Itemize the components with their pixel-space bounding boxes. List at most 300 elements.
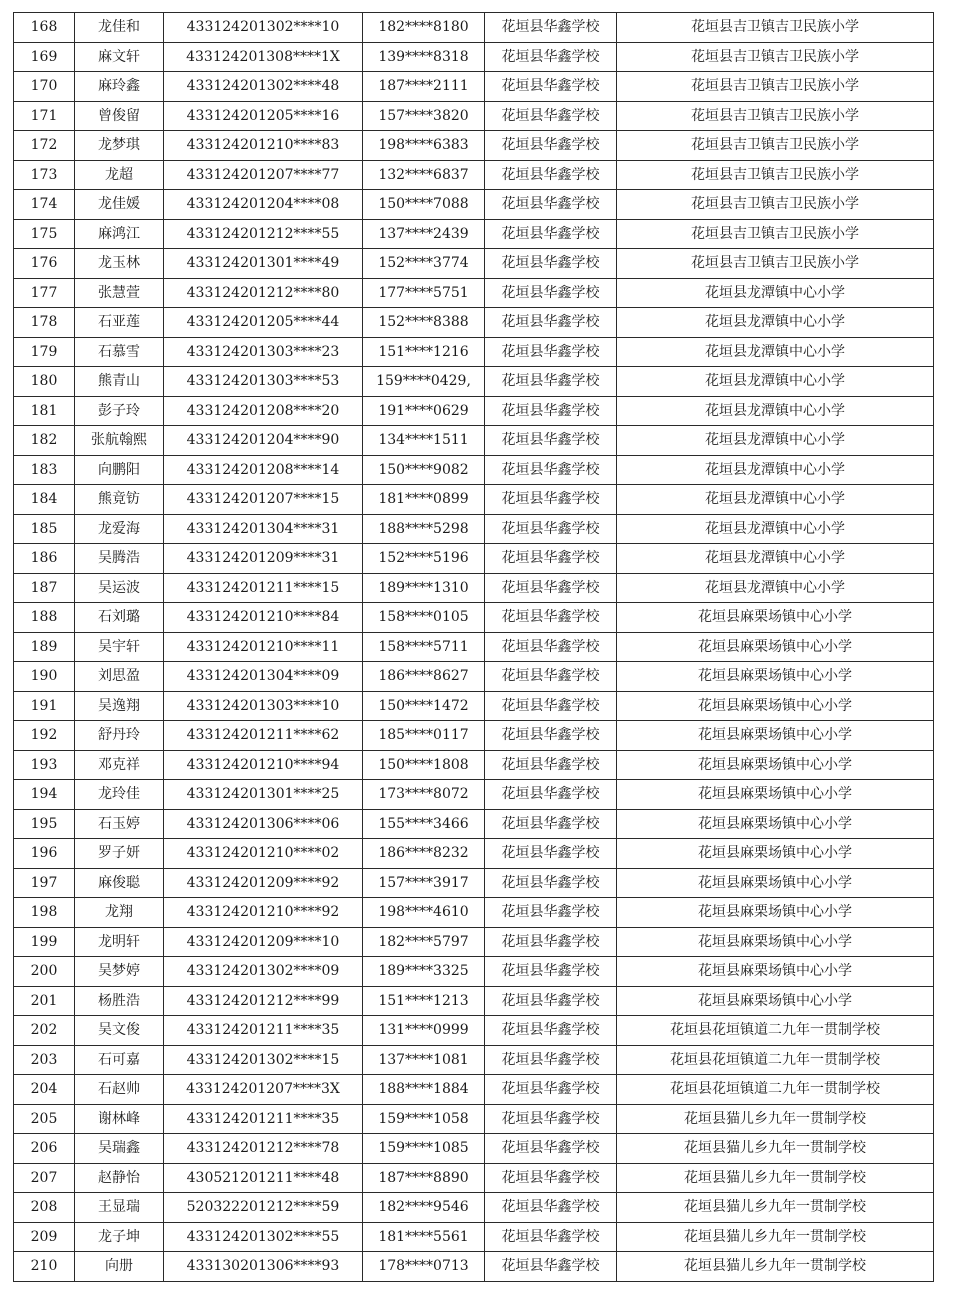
cell-no: 170 xyxy=(14,72,75,102)
cell-assigned-school: 花垣县麻栗场镇中心小学 xyxy=(617,898,934,928)
cell-id-number: 433124201208****14 xyxy=(164,455,363,485)
cell-assigned-school: 花垣县吉卫镇吉卫民族小学 xyxy=(617,249,934,279)
cell-name: 吴瑞鑫 xyxy=(75,1134,164,1164)
cell-no: 172 xyxy=(14,131,75,161)
cell-id-number: 433124201207****15 xyxy=(164,485,363,515)
cell-assigned-school: 花垣县麻栗场镇中心小学 xyxy=(617,839,934,869)
cell-phone: 186****8232 xyxy=(363,839,485,869)
cell-name: 吴梦婷 xyxy=(75,957,164,987)
table-row xyxy=(14,544,934,574)
table-row xyxy=(14,101,934,131)
cell-name: 麻玲鑫 xyxy=(75,72,164,102)
cell-assigned-school: 花垣县麻栗场镇中心小学 xyxy=(617,632,934,662)
cell-current-school: 花垣县华鑫学校 xyxy=(485,603,617,633)
cell-name: 石亚莲 xyxy=(75,308,164,338)
cell-current-school: 花垣县华鑫学校 xyxy=(485,278,617,308)
cell-assigned-school: 花垣县花垣镇道二九年一贯制学校 xyxy=(617,1016,934,1046)
cell-name: 龙佳和 xyxy=(75,13,164,43)
cell-assigned-school: 花垣县麻栗场镇中心小学 xyxy=(617,780,934,810)
cell-assigned-school: 花垣县猫儿乡九年一贯制学校 xyxy=(617,1134,934,1164)
table-row xyxy=(14,13,934,43)
cell-name: 石慕雪 xyxy=(75,337,164,367)
cell-no: 187 xyxy=(14,573,75,603)
cell-assigned-school: 花垣县麻栗场镇中心小学 xyxy=(617,662,934,692)
cell-name: 赵静怡 xyxy=(75,1163,164,1193)
cell-id-number: 433124201204****90 xyxy=(164,426,363,456)
cell-id-number: 433124201303****23 xyxy=(164,337,363,367)
cell-id-number: 433124201306****06 xyxy=(164,809,363,839)
cell-phone: 159****1058 xyxy=(363,1104,485,1134)
cell-id-number: 433124201207****3X xyxy=(164,1075,363,1105)
cell-phone: 187****8890 xyxy=(363,1163,485,1193)
cell-assigned-school: 花垣县麻栗场镇中心小学 xyxy=(617,721,934,751)
cell-phone: 182****5797 xyxy=(363,927,485,957)
cell-name: 彭子玲 xyxy=(75,396,164,426)
cell-id-number: 433124201212****78 xyxy=(164,1134,363,1164)
cell-current-school: 花垣县华鑫学校 xyxy=(485,898,617,928)
cell-id-number: 433124201308****1X xyxy=(164,42,363,72)
cell-current-school: 花垣县华鑫学校 xyxy=(485,1104,617,1134)
cell-id-number: 433124201207****77 xyxy=(164,160,363,190)
cell-no: 180 xyxy=(14,367,75,397)
table-row xyxy=(14,957,934,987)
cell-name: 龙玲佳 xyxy=(75,780,164,810)
cell-current-school: 花垣县华鑫学校 xyxy=(485,1075,617,1105)
cell-id-number: 433124201205****16 xyxy=(164,101,363,131)
cell-name: 石可嘉 xyxy=(75,1045,164,1075)
cell-phone: 186****8627 xyxy=(363,662,485,692)
cell-id-number: 433124201210****84 xyxy=(164,603,363,633)
cell-assigned-school: 花垣县吉卫镇吉卫民族小学 xyxy=(617,160,934,190)
cell-name: 龙玉林 xyxy=(75,249,164,279)
cell-phone: 137****1081 xyxy=(363,1045,485,1075)
cell-no: 192 xyxy=(14,721,75,751)
cell-current-school: 花垣县华鑫学校 xyxy=(485,662,617,692)
table-row xyxy=(14,278,934,308)
cell-phone: 173****8072 xyxy=(363,780,485,810)
cell-current-school: 花垣县华鑫学校 xyxy=(485,868,617,898)
cell-id-number: 433124201301****49 xyxy=(164,249,363,279)
cell-assigned-school: 花垣县龙潭镇中心小学 xyxy=(617,485,934,515)
cell-current-school: 花垣县华鑫学校 xyxy=(485,1222,617,1252)
table-row xyxy=(14,927,934,957)
cell-current-school: 花垣县华鑫学校 xyxy=(485,809,617,839)
table-row xyxy=(14,1045,934,1075)
cell-no: 184 xyxy=(14,485,75,515)
cell-phone: 139****8318 xyxy=(363,42,485,72)
table-row xyxy=(14,426,934,456)
cell-no: 200 xyxy=(14,957,75,987)
cell-no: 176 xyxy=(14,249,75,279)
cell-current-school: 花垣县华鑫学校 xyxy=(485,131,617,161)
cell-id-number: 433124201211****35 xyxy=(164,1016,363,1046)
cell-name: 石赵帅 xyxy=(75,1075,164,1105)
cell-current-school: 花垣县华鑫学校 xyxy=(485,721,617,751)
cell-phone: 137****2439 xyxy=(363,219,485,249)
table-row xyxy=(14,1222,934,1252)
cell-assigned-school: 花垣县龙潭镇中心小学 xyxy=(617,278,934,308)
cell-assigned-school: 花垣县麻栗场镇中心小学 xyxy=(617,957,934,987)
cell-name: 龙翔 xyxy=(75,898,164,928)
cell-current-school: 花垣县华鑫学校 xyxy=(485,573,617,603)
table-row xyxy=(14,337,934,367)
cell-no: 175 xyxy=(14,219,75,249)
cell-id-number: 433124201211****15 xyxy=(164,573,363,603)
cell-assigned-school: 花垣县麻栗场镇中心小学 xyxy=(617,809,934,839)
cell-current-school: 花垣县华鑫学校 xyxy=(485,1016,617,1046)
cell-no: 181 xyxy=(14,396,75,426)
cell-current-school: 花垣县华鑫学校 xyxy=(485,839,617,869)
cell-assigned-school: 花垣县猫儿乡九年一贯制学校 xyxy=(617,1252,934,1282)
cell-no: 189 xyxy=(14,632,75,662)
table-row xyxy=(14,691,934,721)
table-row xyxy=(14,131,934,161)
cell-name: 熊青山 xyxy=(75,367,164,397)
cell-assigned-school: 花垣县猫儿乡九年一贯制学校 xyxy=(617,1163,934,1193)
cell-phone: 158****0105 xyxy=(363,603,485,633)
cell-no: 199 xyxy=(14,927,75,957)
cell-phone: 157****3820 xyxy=(363,101,485,131)
cell-name: 吴腾浩 xyxy=(75,544,164,574)
cell-name: 邓克祥 xyxy=(75,750,164,780)
cell-no: 191 xyxy=(14,691,75,721)
cell-id-number: 433124201303****10 xyxy=(164,691,363,721)
cell-current-school: 花垣县华鑫学校 xyxy=(485,1193,617,1223)
cell-assigned-school: 花垣县麻栗场镇中心小学 xyxy=(617,868,934,898)
cell-current-school: 花垣县华鑫学校 xyxy=(485,1252,617,1282)
cell-phone: 132****6837 xyxy=(363,160,485,190)
cell-no: 183 xyxy=(14,455,75,485)
cell-name: 龙明轩 xyxy=(75,927,164,957)
cell-name: 吴宇轩 xyxy=(75,632,164,662)
cell-current-school: 花垣县华鑫学校 xyxy=(485,455,617,485)
cell-id-number: 433124201210****92 xyxy=(164,898,363,928)
cell-name: 吴逸翔 xyxy=(75,691,164,721)
cell-name: 石刘璐 xyxy=(75,603,164,633)
cell-no: 197 xyxy=(14,868,75,898)
cell-current-school: 花垣县华鑫学校 xyxy=(485,750,617,780)
cell-name: 张航翰熙 xyxy=(75,426,164,456)
cell-name: 石玉婷 xyxy=(75,809,164,839)
cell-phone: 157****3917 xyxy=(363,868,485,898)
cell-current-school: 花垣县华鑫学校 xyxy=(485,1045,617,1075)
cell-phone: 131****0999 xyxy=(363,1016,485,1046)
cell-name: 麻鸿江 xyxy=(75,219,164,249)
cell-phone: 152****8388 xyxy=(363,308,485,338)
cell-no: 198 xyxy=(14,898,75,928)
cell-no: 179 xyxy=(14,337,75,367)
cell-assigned-school: 花垣县吉卫镇吉卫民族小学 xyxy=(617,190,934,220)
cell-assigned-school: 花垣县龙潭镇中心小学 xyxy=(617,455,934,485)
cell-assigned-school: 花垣县麻栗场镇中心小学 xyxy=(617,691,934,721)
cell-current-school: 花垣县华鑫学校 xyxy=(485,190,617,220)
cell-assigned-school: 花垣县龙潭镇中心小学 xyxy=(617,396,934,426)
cell-assigned-school: 花垣县龙潭镇中心小学 xyxy=(617,573,934,603)
table-row xyxy=(14,1016,934,1046)
table-body xyxy=(14,13,934,1282)
cell-current-school: 花垣县华鑫学校 xyxy=(485,72,617,102)
table-row xyxy=(14,898,934,928)
cell-id-number: 433124201302****09 xyxy=(164,957,363,987)
cell-id-number: 433124201211****62 xyxy=(164,721,363,751)
cell-no: 201 xyxy=(14,986,75,1016)
cell-current-school: 花垣县华鑫学校 xyxy=(485,13,617,43)
cell-phone: 185****0117 xyxy=(363,721,485,751)
cell-current-school: 花垣县华鑫学校 xyxy=(485,927,617,957)
cell-id-number: 433124201211****35 xyxy=(164,1104,363,1134)
cell-no: 173 xyxy=(14,160,75,190)
table-row xyxy=(14,721,934,751)
cell-phone: 155****3466 xyxy=(363,809,485,839)
cell-no: 168 xyxy=(14,13,75,43)
table-row xyxy=(14,160,934,190)
cell-phone: 134****1511 xyxy=(363,426,485,456)
cell-id-number: 433124201210****02 xyxy=(164,839,363,869)
cell-assigned-school: 花垣县龙潭镇中心小学 xyxy=(617,514,934,544)
table-row xyxy=(14,632,934,662)
cell-id-number: 433124201209****10 xyxy=(164,927,363,957)
cell-phone: 189****1310 xyxy=(363,573,485,603)
cell-no: 209 xyxy=(14,1222,75,1252)
cell-current-school: 花垣县华鑫学校 xyxy=(485,485,617,515)
cell-id-number: 433124201209****92 xyxy=(164,868,363,898)
cell-no: 182 xyxy=(14,426,75,456)
cell-id-number: 433124201302****10 xyxy=(164,13,363,43)
cell-current-school: 花垣县华鑫学校 xyxy=(485,337,617,367)
table-row xyxy=(14,986,934,1016)
cell-no: 206 xyxy=(14,1134,75,1164)
cell-current-school: 花垣县华鑫学校 xyxy=(485,957,617,987)
student-table-container xyxy=(13,12,933,1282)
cell-name: 曾俊留 xyxy=(75,101,164,131)
cell-assigned-school: 花垣县花垣镇道二九年一贯制学校 xyxy=(617,1045,934,1075)
cell-assigned-school: 花垣县吉卫镇吉卫民族小学 xyxy=(617,42,934,72)
cell-assigned-school: 花垣县龙潭镇中心小学 xyxy=(617,426,934,456)
cell-current-school: 花垣县华鑫学校 xyxy=(485,219,617,249)
cell-no: 188 xyxy=(14,603,75,633)
cell-assigned-school: 花垣县吉卫镇吉卫民族小学 xyxy=(617,72,934,102)
table-row xyxy=(14,1075,934,1105)
cell-id-number: 433124201210****83 xyxy=(164,131,363,161)
cell-id-number: 520322201212****59 xyxy=(164,1193,363,1223)
cell-current-school: 花垣县华鑫学校 xyxy=(485,986,617,1016)
table-row xyxy=(14,42,934,72)
cell-id-number: 433124201204****08 xyxy=(164,190,363,220)
cell-current-school: 花垣县华鑫学校 xyxy=(485,160,617,190)
cell-current-school: 花垣县华鑫学校 xyxy=(485,396,617,426)
table-row xyxy=(14,780,934,810)
cell-name: 向册 xyxy=(75,1252,164,1282)
cell-assigned-school: 花垣县龙潭镇中心小学 xyxy=(617,308,934,338)
table-row xyxy=(14,573,934,603)
cell-name: 刘思盈 xyxy=(75,662,164,692)
table-row xyxy=(14,190,934,220)
cell-no: 203 xyxy=(14,1045,75,1075)
cell-id-number: 433124201212****80 xyxy=(164,278,363,308)
cell-phone: 150****1808 xyxy=(363,750,485,780)
cell-current-school: 花垣县华鑫学校 xyxy=(485,308,617,338)
cell-assigned-school: 花垣县麻栗场镇中心小学 xyxy=(617,986,934,1016)
cell-no: 196 xyxy=(14,839,75,869)
cell-phone: 189****3325 xyxy=(363,957,485,987)
cell-phone: 150****9082 xyxy=(363,455,485,485)
cell-id-number: 433124201302****55 xyxy=(164,1222,363,1252)
cell-no: 174 xyxy=(14,190,75,220)
table-row xyxy=(14,396,934,426)
table-row xyxy=(14,1163,934,1193)
cell-id-number: 433124201304****09 xyxy=(164,662,363,692)
cell-name: 麻俊聪 xyxy=(75,868,164,898)
cell-phone: 177****5751 xyxy=(363,278,485,308)
cell-name: 舒丹玲 xyxy=(75,721,164,751)
cell-assigned-school: 花垣县吉卫镇吉卫民族小学 xyxy=(617,219,934,249)
table-row xyxy=(14,514,934,544)
table-row xyxy=(14,750,934,780)
cell-assigned-school: 花垣县猫儿乡九年一贯制学校 xyxy=(617,1104,934,1134)
table-row xyxy=(14,455,934,485)
cell-name: 吴文俊 xyxy=(75,1016,164,1046)
cell-no: 194 xyxy=(14,780,75,810)
cell-no: 193 xyxy=(14,750,75,780)
cell-name: 龙子坤 xyxy=(75,1222,164,1252)
cell-phone: 151****1216 xyxy=(363,337,485,367)
cell-current-school: 花垣县华鑫学校 xyxy=(485,632,617,662)
table-row xyxy=(14,603,934,633)
cell-no: 178 xyxy=(14,308,75,338)
cell-current-school: 花垣县华鑫学校 xyxy=(485,101,617,131)
cell-current-school: 花垣县华鑫学校 xyxy=(485,1134,617,1164)
cell-phone: 159****1085 xyxy=(363,1134,485,1164)
cell-id-number: 433124201212****55 xyxy=(164,219,363,249)
cell-phone: 178****0713 xyxy=(363,1252,485,1282)
table-row xyxy=(14,809,934,839)
cell-name: 龙爱海 xyxy=(75,514,164,544)
cell-phone: 150****1472 xyxy=(363,691,485,721)
cell-assigned-school: 花垣县龙潭镇中心小学 xyxy=(617,337,934,367)
cell-name: 熊竟钫 xyxy=(75,485,164,515)
cell-no: 185 xyxy=(14,514,75,544)
cell-name: 王显瑞 xyxy=(75,1193,164,1223)
cell-phone: 187****2111 xyxy=(363,72,485,102)
cell-no: 208 xyxy=(14,1193,75,1223)
cell-current-school: 花垣县华鑫学校 xyxy=(485,780,617,810)
cell-phone: 181****0899 xyxy=(363,485,485,515)
cell-phone: 152****3774 xyxy=(363,249,485,279)
cell-id-number: 433124201209****31 xyxy=(164,544,363,574)
cell-current-school: 花垣县华鑫学校 xyxy=(485,691,617,721)
table-row xyxy=(14,662,934,692)
table-row xyxy=(14,1193,934,1223)
table-row xyxy=(14,249,934,279)
cell-current-school: 花垣县华鑫学校 xyxy=(485,514,617,544)
cell-id-number: 433124201304****31 xyxy=(164,514,363,544)
table-row xyxy=(14,72,934,102)
cell-phone: 198****6383 xyxy=(363,131,485,161)
table-row xyxy=(14,308,934,338)
cell-phone: 181****5561 xyxy=(363,1222,485,1252)
cell-phone: 158****5711 xyxy=(363,632,485,662)
cell-assigned-school: 花垣县龙潭镇中心小学 xyxy=(617,544,934,574)
cell-current-school: 花垣县华鑫学校 xyxy=(485,367,617,397)
cell-current-school: 花垣县华鑫学校 xyxy=(485,544,617,574)
cell-phone: 152****5196 xyxy=(363,544,485,574)
cell-id-number: 433124201303****53 xyxy=(164,367,363,397)
cell-phone: 151****1213 xyxy=(363,986,485,1016)
table-row xyxy=(14,839,934,869)
cell-phone: 188****1884 xyxy=(363,1075,485,1105)
cell-assigned-school: 花垣县麻栗场镇中心小学 xyxy=(617,927,934,957)
cell-no: 210 xyxy=(14,1252,75,1282)
cell-name: 麻文轩 xyxy=(75,42,164,72)
cell-id-number: 433124201301****25 xyxy=(164,780,363,810)
cell-assigned-school: 花垣县吉卫镇吉卫民族小学 xyxy=(617,13,934,43)
cell-assigned-school: 花垣县猫儿乡九年一贯制学校 xyxy=(617,1222,934,1252)
cell-name: 龙超 xyxy=(75,160,164,190)
table-row xyxy=(14,1134,934,1164)
table-row xyxy=(14,219,934,249)
cell-phone: 188****5298 xyxy=(363,514,485,544)
cell-assigned-school: 花垣县吉卫镇吉卫民族小学 xyxy=(617,101,934,131)
cell-id-number: 433124201205****44 xyxy=(164,308,363,338)
cell-current-school: 花垣县华鑫学校 xyxy=(485,426,617,456)
cell-id-number: 433124201302****48 xyxy=(164,72,363,102)
cell-name: 罗子妍 xyxy=(75,839,164,869)
cell-phone: 182****9546 xyxy=(363,1193,485,1223)
cell-id-number: 430521201211****48 xyxy=(164,1163,363,1193)
cell-phone: 150****7088 xyxy=(363,190,485,220)
cell-no: 204 xyxy=(14,1075,75,1105)
table-row xyxy=(14,485,934,515)
cell-assigned-school: 花垣县吉卫镇吉卫民族小学 xyxy=(617,131,934,161)
table-row xyxy=(14,367,934,397)
cell-name: 向鹏阳 xyxy=(75,455,164,485)
cell-name: 龙佳媛 xyxy=(75,190,164,220)
cell-phone: 198****4610 xyxy=(363,898,485,928)
cell-no: 205 xyxy=(14,1104,75,1134)
table-row xyxy=(14,868,934,898)
cell-assigned-school: 花垣县花垣镇道二九年一贯制学校 xyxy=(617,1075,934,1105)
cell-phone: 182****8180 xyxy=(363,13,485,43)
cell-assigned-school: 花垣县猫儿乡九年一贯制学校 xyxy=(617,1193,934,1223)
cell-current-school: 花垣县华鑫学校 xyxy=(485,42,617,72)
cell-name: 张慧萱 xyxy=(75,278,164,308)
cell-id-number: 433124201212****99 xyxy=(164,986,363,1016)
cell-no: 190 xyxy=(14,662,75,692)
cell-no: 177 xyxy=(14,278,75,308)
cell-no: 186 xyxy=(14,544,75,574)
cell-no: 202 xyxy=(14,1016,75,1046)
cell-name: 杨胜浩 xyxy=(75,986,164,1016)
cell-name: 龙梦琪 xyxy=(75,131,164,161)
student-table xyxy=(13,12,934,1282)
cell-assigned-school: 花垣县麻栗场镇中心小学 xyxy=(617,750,934,780)
cell-assigned-school: 花垣县龙潭镇中心小学 xyxy=(617,367,934,397)
cell-name: 吴运波 xyxy=(75,573,164,603)
cell-id-number: 433124201210****94 xyxy=(164,750,363,780)
cell-no: 169 xyxy=(14,42,75,72)
cell-id-number: 433124201302****15 xyxy=(164,1045,363,1075)
table-row xyxy=(14,1104,934,1134)
cell-no: 207 xyxy=(14,1163,75,1193)
cell-id-number: 433130201306****93 xyxy=(164,1252,363,1282)
cell-no: 171 xyxy=(14,101,75,131)
cell-no: 195 xyxy=(14,809,75,839)
table-row xyxy=(14,1252,934,1282)
cell-current-school: 花垣县华鑫学校 xyxy=(485,1163,617,1193)
cell-name: 谢林峰 xyxy=(75,1104,164,1134)
cell-current-school: 花垣县华鑫学校 xyxy=(485,249,617,279)
cell-phone: 159****0429, xyxy=(363,367,485,397)
